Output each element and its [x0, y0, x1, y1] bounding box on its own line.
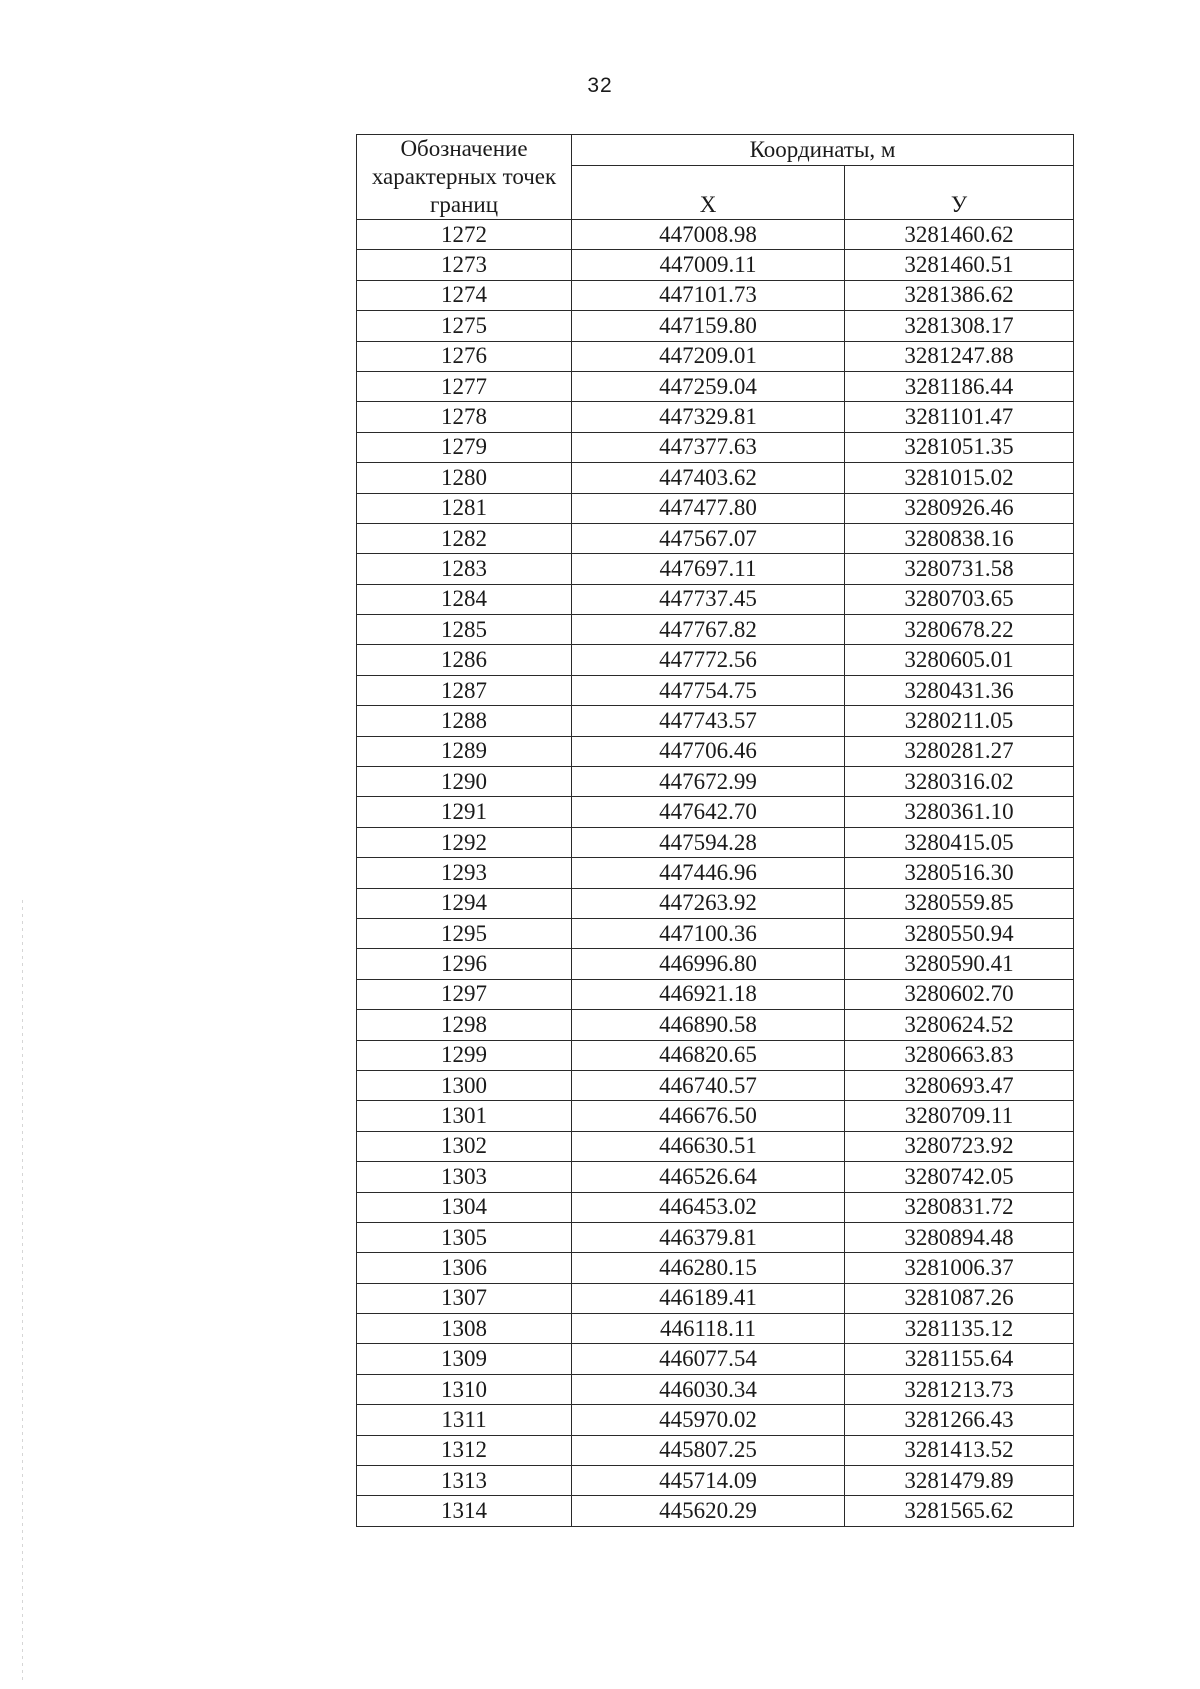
- x-cell: 447743.57: [572, 706, 845, 736]
- point-id-cell: 1291: [357, 797, 572, 827]
- point-id-cell: 1299: [357, 1040, 572, 1070]
- point-id-cell: 1278: [357, 402, 572, 432]
- y-cell: 3281015.02: [845, 463, 1074, 493]
- table-row: [357, 584, 1074, 614]
- table-body: [357, 220, 1074, 1527]
- y-cell: 3280678.22: [845, 615, 1074, 645]
- x-cell: 447377.63: [572, 432, 845, 462]
- x-cell: 445807.25: [572, 1435, 845, 1465]
- point-id-cell: 1302: [357, 1131, 572, 1161]
- x-cell: 447767.82: [572, 615, 845, 645]
- x-cell: 447101.73: [572, 280, 845, 310]
- y-cell: 3280731.58: [845, 554, 1074, 584]
- table-row: [357, 706, 1074, 736]
- y-cell: 3280550.94: [845, 918, 1074, 948]
- point-id-cell: 1281: [357, 493, 572, 523]
- x-cell: 446453.02: [572, 1192, 845, 1222]
- table-row: [357, 1192, 1074, 1222]
- point-id-cell: 1275: [357, 311, 572, 341]
- y-cell: 3281460.51: [845, 250, 1074, 280]
- x-cell: 445620.29: [572, 1496, 845, 1526]
- x-cell: 446118.11: [572, 1314, 845, 1344]
- table-row: [357, 432, 1074, 462]
- table-row: [357, 1040, 1074, 1070]
- table-row: [357, 827, 1074, 857]
- table-row: [357, 1162, 1074, 1192]
- x-cell: 447259.04: [572, 371, 845, 401]
- point-id-cell: 1274: [357, 280, 572, 310]
- table-row: [357, 1405, 1074, 1435]
- point-id-cell: 1293: [357, 858, 572, 888]
- point-id-cell: 1294: [357, 888, 572, 918]
- scan-margin-line: [22, 900, 23, 1680]
- x-cell: 447594.28: [572, 827, 845, 857]
- y-header: У: [845, 166, 1074, 220]
- point-id-cell: 1282: [357, 523, 572, 553]
- table-row: [357, 645, 1074, 675]
- point-id-cell: 1312: [357, 1435, 572, 1465]
- table-row: [357, 1101, 1074, 1131]
- table-row: [357, 493, 1074, 523]
- x-cell: 446996.80: [572, 949, 845, 979]
- x-cell: 447706.46: [572, 736, 845, 766]
- x-cell: 447263.92: [572, 888, 845, 918]
- y-cell: 3280516.30: [845, 858, 1074, 888]
- x-cell: 447772.56: [572, 645, 845, 675]
- y-cell: 3281247.88: [845, 341, 1074, 371]
- y-cell: 3280838.16: [845, 523, 1074, 553]
- table-row: [357, 554, 1074, 584]
- x-cell: 447697.11: [572, 554, 845, 584]
- point-id-cell: 1277: [357, 371, 572, 401]
- point-id-cell: 1292: [357, 827, 572, 857]
- x-cell: 446077.54: [572, 1344, 845, 1374]
- x-cell: 447446.96: [572, 858, 845, 888]
- x-cell: 447754.75: [572, 675, 845, 705]
- point-id-cell: 1311: [357, 1405, 572, 1435]
- x-cell: 446030.34: [572, 1374, 845, 1404]
- table-row: [357, 1253, 1074, 1283]
- y-cell: 3280709.11: [845, 1101, 1074, 1131]
- x-cell: 446890.58: [572, 1010, 845, 1040]
- point-id-cell: 1304: [357, 1192, 572, 1222]
- table-row: [357, 1496, 1074, 1526]
- point-id-cell: 1288: [357, 706, 572, 736]
- table-row: [357, 250, 1074, 280]
- y-cell: 3281006.37: [845, 1253, 1074, 1283]
- y-cell: 3280211.05: [845, 706, 1074, 736]
- point-id-cell: 1295: [357, 918, 572, 948]
- x-cell: 446740.57: [572, 1070, 845, 1100]
- point-id-cell: 1286: [357, 645, 572, 675]
- y-cell: 3281135.12: [845, 1314, 1074, 1344]
- y-cell: 3280926.46: [845, 493, 1074, 523]
- point-id-cell: 1301: [357, 1101, 572, 1131]
- coordinates-header: Координаты, м: [572, 135, 1074, 166]
- x-cell: 447642.70: [572, 797, 845, 827]
- table-row: [357, 1010, 1074, 1040]
- x-cell: 446189.41: [572, 1283, 845, 1313]
- point-id-cell: 1297: [357, 979, 572, 1009]
- point-id-cell: 1279: [357, 432, 572, 462]
- table-row: [357, 311, 1074, 341]
- point-id-cell: 1280: [357, 463, 572, 493]
- table-row: [357, 463, 1074, 493]
- y-cell: 3280590.41: [845, 949, 1074, 979]
- point-id-cell: 1289: [357, 736, 572, 766]
- x-cell: 446820.65: [572, 1040, 845, 1070]
- table-row: [357, 280, 1074, 310]
- table-row: [357, 797, 1074, 827]
- coordinates-table: [356, 134, 1074, 1527]
- x-cell: 446280.15: [572, 1253, 845, 1283]
- table-row: [357, 220, 1074, 250]
- y-cell: 3281051.35: [845, 432, 1074, 462]
- y-cell: 3281460.62: [845, 220, 1074, 250]
- designation-header: Обозначение характерных точек границ: [357, 135, 572, 220]
- point-id-cell: 1313: [357, 1466, 572, 1496]
- x-cell: 447100.36: [572, 918, 845, 948]
- point-id-cell: 1314: [357, 1496, 572, 1526]
- x-cell: 447209.01: [572, 341, 845, 371]
- y-cell: 3280624.52: [845, 1010, 1074, 1040]
- table-row: [357, 918, 1074, 948]
- y-cell: 3281155.64: [845, 1344, 1074, 1374]
- y-cell: 3280663.83: [845, 1040, 1074, 1070]
- y-cell: 3280894.48: [845, 1222, 1074, 1252]
- point-id-cell: 1285: [357, 615, 572, 645]
- point-id-cell: 1287: [357, 675, 572, 705]
- table-row: [357, 736, 1074, 766]
- y-cell: 3281087.26: [845, 1283, 1074, 1313]
- x-cell: 447477.80: [572, 493, 845, 523]
- x-cell: 446676.50: [572, 1101, 845, 1131]
- x-cell: 447672.99: [572, 767, 845, 797]
- point-id-cell: 1276: [357, 341, 572, 371]
- point-id-cell: 1284: [357, 584, 572, 614]
- y-cell: 3280316.02: [845, 767, 1074, 797]
- table-row: [357, 888, 1074, 918]
- table-row: [357, 979, 1074, 1009]
- table-row: [357, 341, 1074, 371]
- page-number: 32: [587, 74, 613, 97]
- x-cell: 447567.07: [572, 523, 845, 553]
- x-cell: 446630.51: [572, 1131, 845, 1161]
- point-id-cell: 1305: [357, 1222, 572, 1252]
- point-id-cell: 1303: [357, 1162, 572, 1192]
- point-id-cell: 1296: [357, 949, 572, 979]
- table-row: [357, 1435, 1074, 1465]
- y-cell: 3280361.10: [845, 797, 1074, 827]
- point-id-cell: 1309: [357, 1344, 572, 1374]
- x-cell: 447329.81: [572, 402, 845, 432]
- table-row: [357, 858, 1074, 888]
- table-row: [357, 1070, 1074, 1100]
- point-id-cell: 1273: [357, 250, 572, 280]
- point-id-cell: 1272: [357, 220, 572, 250]
- table-row: [357, 949, 1074, 979]
- table-row: [357, 675, 1074, 705]
- table-row: [357, 1131, 1074, 1161]
- y-cell: 3281186.44: [845, 371, 1074, 401]
- point-id-cell: 1283: [357, 554, 572, 584]
- point-id-cell: 1310: [357, 1374, 572, 1404]
- table-row: [357, 402, 1074, 432]
- y-cell: 3280605.01: [845, 645, 1074, 675]
- x-cell: 445714.09: [572, 1466, 845, 1496]
- x-cell: 446379.81: [572, 1222, 845, 1252]
- point-id-cell: 1307: [357, 1283, 572, 1313]
- y-cell: 3280703.65: [845, 584, 1074, 614]
- point-id-cell: 1300: [357, 1070, 572, 1100]
- x-cell: 446921.18: [572, 979, 845, 1009]
- y-cell: 3280431.36: [845, 675, 1074, 705]
- y-cell: 3280559.85: [845, 888, 1074, 918]
- x-cell: 447159.80: [572, 311, 845, 341]
- y-cell: 3280602.70: [845, 979, 1074, 1009]
- table-row: [357, 615, 1074, 645]
- point-id-cell: 1298: [357, 1010, 572, 1040]
- y-cell: 3281266.43: [845, 1405, 1074, 1435]
- table-row: [357, 1222, 1074, 1252]
- point-id-cell: 1306: [357, 1253, 572, 1283]
- table-row: [357, 1466, 1074, 1496]
- point-id-cell: 1290: [357, 767, 572, 797]
- x-cell: 446526.64: [572, 1162, 845, 1192]
- table-row: [357, 1283, 1074, 1313]
- y-cell: 3281479.89: [845, 1466, 1074, 1496]
- y-cell: 3281386.62: [845, 280, 1074, 310]
- x-cell: 447008.98: [572, 220, 845, 250]
- table-row: [357, 371, 1074, 401]
- table-row: [357, 767, 1074, 797]
- x-cell: 445970.02: [572, 1405, 845, 1435]
- y-cell: 3280723.92: [845, 1131, 1074, 1161]
- x-cell: 447403.62: [572, 463, 845, 493]
- x-cell: 447737.45: [572, 584, 845, 614]
- table-row: [357, 1344, 1074, 1374]
- y-cell: 3280281.27: [845, 736, 1074, 766]
- x-header: X: [572, 166, 845, 220]
- y-cell: 3281308.17: [845, 311, 1074, 341]
- y-cell: 3281413.52: [845, 1435, 1074, 1465]
- y-cell: 3281101.47: [845, 402, 1074, 432]
- x-cell: 447009.11: [572, 250, 845, 280]
- table-row: [357, 1314, 1074, 1344]
- table-row: [357, 523, 1074, 553]
- y-cell: 3280831.72: [845, 1192, 1074, 1222]
- y-cell: 3280693.47: [845, 1070, 1074, 1100]
- y-cell: 3281565.62: [845, 1496, 1074, 1526]
- table-row: [357, 1374, 1074, 1404]
- point-id-cell: 1308: [357, 1314, 572, 1344]
- y-cell: 3281213.73: [845, 1374, 1074, 1404]
- y-cell: 3280742.05: [845, 1162, 1074, 1192]
- y-cell: 3280415.05: [845, 827, 1074, 857]
